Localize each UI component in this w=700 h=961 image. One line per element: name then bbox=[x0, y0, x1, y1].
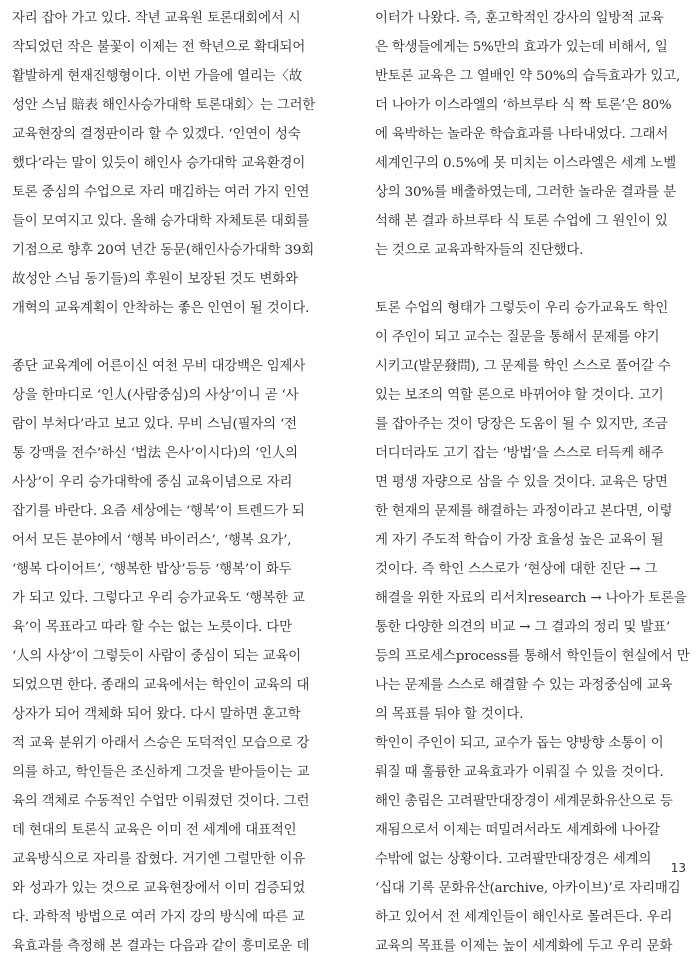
text-line: 는 것으로 교육과학자들의 진단했다. bbox=[375, 243, 584, 258]
text-line: 한 현재의 문제를 해결하는 과정이라고 본다면, 이렇 bbox=[375, 504, 673, 519]
text-line: 것이다. 즉 학인 스스로가 ‘현상에 대한 진단 → 그 bbox=[375, 562, 658, 577]
text-line: 사상’이 우리 승가대학에 중심 교육이념으로 자리 bbox=[12, 475, 293, 490]
text-line: 등의 프로세스process를 통해서 학인들이 현실에서 만 bbox=[375, 649, 690, 664]
left-paragraph-1 bbox=[12, 4, 328, 323]
text-line: 토론 중심의 수업으로 자리 매김하는 여러 가지 인연 bbox=[12, 185, 310, 200]
text-line: 수밖에 없는 상황이다. 고려팔만대장경은 세계의 bbox=[375, 852, 652, 867]
text-line: 나는 문제를 스스로 해결할 수 있는 과정중심에 교육 bbox=[375, 678, 673, 693]
text-line: 면 평생 자량으로 삼을 수 있을 것이다. 교육은 당면 bbox=[375, 475, 668, 490]
text-line: 故성안 스님 동기들)의 후원이 보장된 것도 변화와 bbox=[12, 272, 298, 287]
text-line: 게 자기 주도적 학습이 가장 효율성 높은 교육이 될 bbox=[375, 533, 664, 548]
text-line: 반토론 교육은 그 열배인 약 50%의 습득효과가 있고, bbox=[375, 69, 681, 84]
text-line: 육효과를 측정해 본 결과는 다음과 같이 흥미로운 데 bbox=[12, 939, 310, 954]
text-line: 통 강맥을 전수’하신 ‘법法 은사’이시다)의 ‘인人의 bbox=[12, 446, 298, 461]
left-paragraph-2 bbox=[12, 352, 328, 961]
text-line: 와 성과가 있는 것으로 교육현장에서 이미 검증되었 bbox=[12, 881, 306, 896]
right-paragraph-1 bbox=[375, 4, 691, 265]
text-line: 토론 수업의 형태가 그렇듯이 우리 승가교육도 학인 bbox=[375, 301, 669, 316]
text-line: 하고 있어서 전 세계인들이 해인사로 몰려든다. 우리 bbox=[375, 910, 673, 925]
text-line: 세계인구의 0.5%에 못 미치는 이스라엘은 세계 노벨 bbox=[375, 156, 676, 171]
text-line: 뤄질 때 훌륭한 교육효과가 이뤄질 수 있을 것이다. bbox=[375, 765, 664, 780]
text-line: 해인 총림은 고려팔만대장경이 세계문화유산으로 등 bbox=[375, 794, 673, 809]
text-line: 의 목표를 둬야 할 것이다. bbox=[375, 707, 524, 722]
text-line: 교육의 목표를 이제는 높이 세계화에 두고 우리 문화 bbox=[375, 939, 673, 954]
text-line: 시키고(발문發問), 그 문제를 학인 스스로 풀어갈 수 bbox=[375, 359, 671, 374]
text-line: 석해 본 결과 하브루타 식 토론 수업에 그 원인이 있 bbox=[375, 214, 668, 229]
text-line: 교육현장의 결정판이라 할 수 있겠다. ‘인연이 성숙 bbox=[12, 127, 301, 142]
text-line: 데 현대의 토론식 교육은 이미 전 세계에 대표적인 bbox=[12, 823, 297, 838]
text-line: 성안 스님 賠表 해인사승가대학 토론대회〉는 그러한 bbox=[12, 98, 316, 113]
text-line: 기점으로 향후 20여 년간 동문(해인사승가대학 39회 bbox=[12, 243, 315, 258]
text-line: 상자가 되어 객체화 되어 왔다. 다시 말하면 훈고학 bbox=[12, 707, 301, 722]
text-line: 더디더라도 고기 잡는 ‘방법’을 스스로 터득케 해주 bbox=[375, 446, 664, 461]
text-line: 다. 과학적 방법으로 여러 가지 강의 방식에 따른 교 bbox=[12, 910, 305, 925]
text-line: 은 학생들에게는 5%만의 효과가 있는데 비해서, 일 bbox=[375, 40, 668, 55]
text-line: 종단 교육계에 어른이신 여천 무비 대강백은 임제사 bbox=[12, 359, 306, 374]
text-line: ‘십대 기록 문화유산(archive, 아카이브)’로 자리매김 bbox=[375, 881, 681, 896]
text-line: 이 주인이 되고 교수는 질문을 통해서 문제를 야기 bbox=[375, 330, 660, 345]
text-line: 에 육박하는 놀라운 학습효과를 나타내었다. 그래서 bbox=[375, 127, 669, 142]
text-line: 들이 모여지고 있다. 올해 승가대학 자체토론 대회를 bbox=[12, 214, 310, 229]
text-line: 통한 다양한 의견의 비교 → 그 결과의 정리 및 발표’ bbox=[375, 620, 671, 635]
text-line: 의를 하고, 학인들은 조신하게 그것을 받아들이는 교 bbox=[12, 765, 310, 780]
text-line: 했다’라는 말이 있듯이 해인사 승가대학 교육환경이 bbox=[12, 156, 306, 171]
text-line: 를 잡아주는 것이 당장은 도움이 될 수 있지만, 조금 bbox=[375, 417, 668, 432]
text-line: ‘人의 사상’이 그렇듯이 사람이 중심이 되는 교육이 bbox=[12, 649, 302, 664]
right-column bbox=[375, 4, 691, 961]
text-line: 가 되고 있다. 그렇다고 우리 승가교육도 ‘행복한 교 bbox=[12, 591, 305, 606]
text-line: 해결을 위한 자료의 리서치research → 나아가 토론을 bbox=[375, 591, 687, 606]
text-line: 상의 30%를 배출하였는데, 그러한 놀라운 결과를 분 bbox=[375, 185, 676, 200]
text-line: 더 나아가 이스라엘의 ‘하브루타 식 짝 토론’은 80% bbox=[375, 98, 672, 113]
text-line: 있는 보조의 역할 론으로 바뀌어야 할 것이다. 고기 bbox=[375, 388, 664, 403]
text-line: 육’이 목표라고 따라 할 수는 없는 노릇이다. 다만 bbox=[12, 620, 292, 635]
text-line: ‘행복 다이어트’, ‘행복한 밥상’등등 ‘행복’이 화두 bbox=[12, 562, 292, 577]
left-column bbox=[12, 4, 328, 961]
text-line: 상을 한마디로 ‘인人(사람중심)의 사상’이니 곧 ‘사 bbox=[12, 388, 299, 403]
text-line: 작되었던 작은 불꽃이 이제는 전 학년으로 확대되어 bbox=[12, 40, 306, 55]
text-line: 람이 부처다’라고 보고 있다. 무비 스님(필자의 ‘전 bbox=[12, 417, 297, 432]
text-line: 잡기를 바란다. 요즘 세상에는 ‘행복’이 트렌드가 되 bbox=[12, 504, 305, 519]
text-line: 육의 객체로 수동적인 수업만 이뤄졌던 것이다. 그런 bbox=[12, 794, 310, 809]
text-line: 어서 모든 분야에서 ‘행복 바이러스’, ‘행복 요가’, bbox=[12, 533, 292, 548]
text-line: 학인이 주인이 되고, 교수가 돕는 양방향 소통이 이 bbox=[375, 736, 664, 751]
paragraph-gap bbox=[12, 323, 328, 352]
text-line: 자리 잡아 가고 있다. 작년 교육원 토론대회에서 시 bbox=[12, 11, 301, 26]
text-line: 활발하게 현재진행형이다. 이번 가을에 열리는〈故 bbox=[12, 69, 302, 84]
text-line: 이터가 나왔다. 즉, 훈고학적인 강사의 일방적 교육 bbox=[375, 11, 664, 26]
page-number: 13 bbox=[670, 861, 686, 875]
text-line: 적 교육 분위기 아래서 스승은 도덕적인 모습으로 강 bbox=[12, 736, 310, 751]
right-paragraph-2 bbox=[375, 294, 691, 961]
paragraph-gap bbox=[375, 265, 691, 294]
text-line: 교육방식으로 자리를 잡혔다. 거기엔 그럴만한 이유 bbox=[12, 852, 306, 867]
text-line: 재됨으로서 이제는 떠밀려서라도 세계화에 나아갈 bbox=[375, 823, 660, 838]
text-line: 개혁의 교육계획이 안착하는 좋은 인연이 될 것이다. bbox=[12, 301, 310, 316]
text-line: 되었으면 한다. 종래의 교육에서는 학인이 교육의 대 bbox=[12, 678, 310, 693]
